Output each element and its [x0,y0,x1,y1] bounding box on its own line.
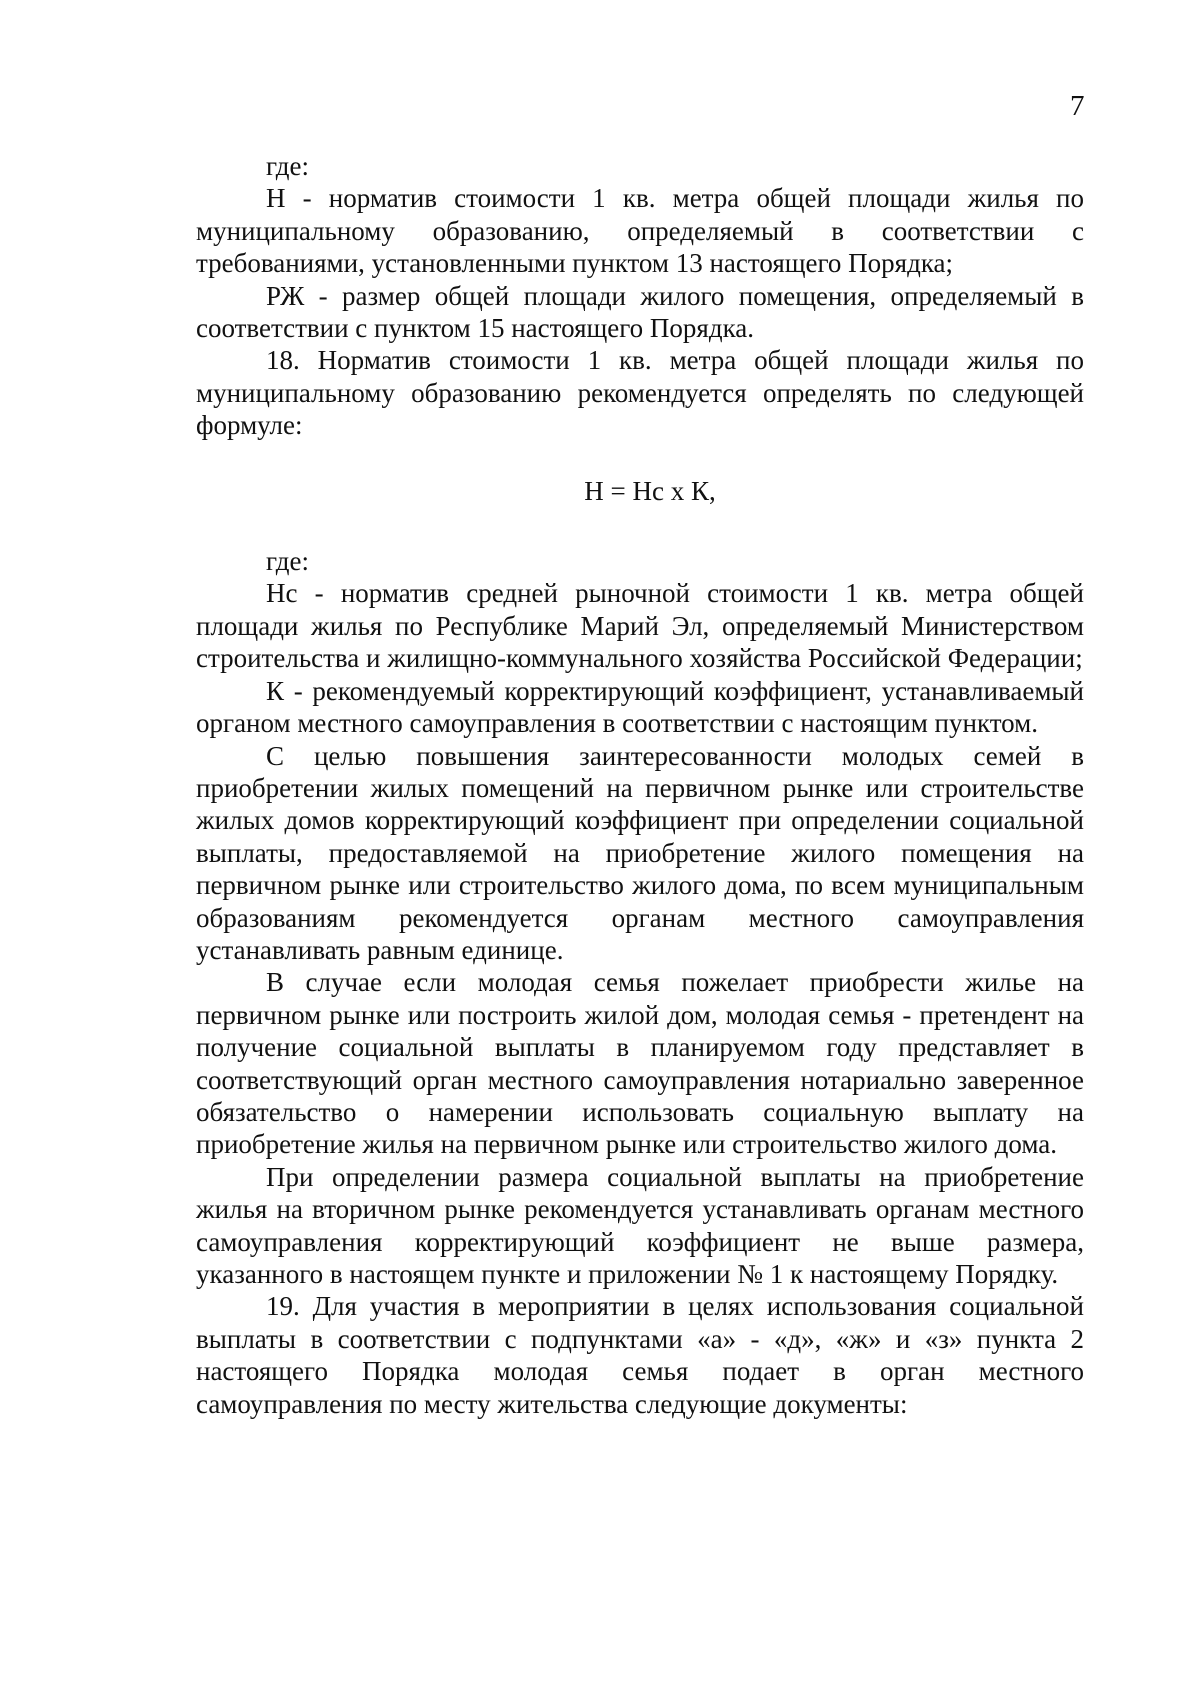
definition-k: К - рекомендуемый корректирующий коэффициент, устанавливаемый органом местного самоуправления в соответствии с настоящим пунктом. [196,675,1084,739]
definition-hc: Нс - норматив средней рыночной стоимости 1 кв. метра общей площади жилья по Республике Марий Эл, определяемый Министерством строительства и жилищно-коммунального хозяйства Российской Федерации; [196,578,1084,674]
item-18: 18. Норматив стоимости 1 кв. метра общей площади жилья по муниципальному образованию рекомендуется определять по следующей формуле: [196,345,1084,441]
paragraph-where-1: где: [266,151,309,181]
paragraph-secondary-market: При определении размера социальной выплаты на приобретение жилья на вторичном рынке рекомендуется устанавливать органам местного самоуправления корректирующий коэффициент не выше размера, указанного в настоящем пункте и приложении № 1 к настоящему Порядку. [196,1161,1084,1289]
document-body [196,150,1084,1420]
definition-h: Н - норматив стоимости 1 кв. метра общей площади жилья по муниципальному образованию, определяемый в соответствии с требованиями, установленными пунктом 13 настоящего Порядка; [196,183,1084,279]
paragraph-purpose: С целью повышения заинтересованности молодых семей в приобретении жилых помещений на первичном рынке или строительстве жилых домов корректирующий коэффициент при определении социальной выплаты, предоставляемой на приобретение жилого помещения на первичном рынке или строительство жилого дома, по всем муниципальным образованиям рекомендуется органам местного самоуправления устанавливать равным единице. [196,740,1084,965]
page-number: 7 [1070,90,1085,122]
definition-rzh: РЖ - размер общей площади жилого помещения, определяемый в соответствии с пунктом 15 настоящего Порядка. [196,280,1084,344]
item-19: 19. Для участия в мероприятии в целях использования социальной выплаты в соответствии с подпунктами «а» - «д», «ж» и «з» пункта 2 настоящего Порядка молодая семья подает в орган местного самоуправления по месту жительства следующие документы: [196,1291,1084,1419]
paragraph-primary-market-case: В случае если молодая семья пожелает приобрести жилье на первичном рынке или построить жилой дом, молодая семья - претендент на получение социальной выплаты в планируемом году представляет в соответствующий орган местного самоуправления нотариально заверенное обязательство о намерении использовать социальную выплату на приобретение жилья на первичном рынке или строительство жилого дома. [196,967,1084,1160]
formula: Н = Нс х К, [584,475,716,506]
paragraph-where-2: где: [266,546,309,577]
